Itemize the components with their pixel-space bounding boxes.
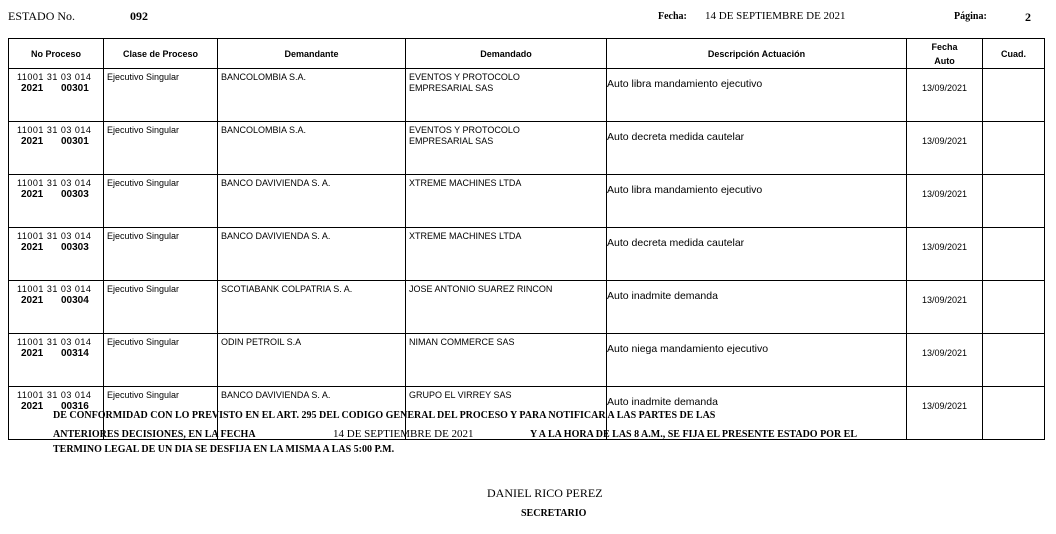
cell-clase: Ejecutivo Singular	[104, 334, 218, 387]
proceso-year: 2021	[21, 295, 44, 306]
cell-cuad	[983, 387, 1045, 440]
estado-table	[8, 38, 1045, 440]
notice-line-3: TERMINO LEGAL DE UN DIA SE DESFIJA EN LA MISMA A LAS 5:00 P.M.	[53, 444, 395, 455]
col-fecha-auto	[907, 39, 983, 69]
cell-fecha-auto: 13/09/2021	[907, 175, 983, 228]
cell-fecha-auto: 13/09/2021	[907, 387, 983, 440]
col-fecha-auto-line2: Auto	[934, 55, 955, 66]
demandado-line-2: EMPRESARIAL SAS	[409, 83, 494, 93]
col-demandado: Demandado	[406, 39, 607, 69]
proceso-code: 11001 31 03 014	[17, 125, 92, 135]
table-row	[9, 175, 1045, 228]
cell-demandante: BANCOLOMBIA S.A.	[218, 69, 406, 122]
notice-line-2a: ANTERIORES DECISIONES, EN LA FECHA	[53, 429, 256, 440]
cell-no-proceso	[9, 228, 104, 281]
cell-fecha-auto: 13/09/2021	[907, 334, 983, 387]
demandado-line-1: XTREME MACHINES LTDA	[409, 178, 522, 188]
cell-cuad	[983, 175, 1045, 228]
cell-demandante: BANCO DAVIVIENDA S. A.	[218, 387, 406, 440]
table-row	[9, 122, 1045, 175]
demandado-line-1: XTREME MACHINES LTDA	[409, 231, 522, 241]
demandado-line-1: GRUPO EL VIRREY SAS	[409, 390, 512, 400]
estado-number: 092	[130, 9, 148, 23]
cell-demandado	[406, 122, 607, 175]
demandado-line-1: EVENTOS Y PROTOCOLO	[409, 125, 520, 135]
cell-no-proceso	[9, 175, 104, 228]
proceso-number: 00301	[61, 136, 89, 147]
fecha-value: 14 DE SEPTIEMBRE DE 2021	[705, 10, 846, 22]
col-cuad: Cuad.	[983, 39, 1045, 69]
cell-descripcion: Auto inadmite demanda	[607, 281, 907, 334]
proceso-number: 00303	[61, 189, 89, 200]
proceso-code: 11001 31 03 014	[17, 178, 92, 188]
cell-clase: Ejecutivo Singular	[104, 69, 218, 122]
cell-cuad	[983, 334, 1045, 387]
cell-demandado	[406, 281, 607, 334]
cell-cuad	[983, 69, 1045, 122]
cell-fecha-auto: 13/09/2021	[907, 281, 983, 334]
proceso-code: 11001 31 03 014	[17, 390, 92, 400]
proceso-code: 11001 31 03 014	[17, 284, 92, 294]
proceso-year: 2021	[21, 83, 44, 94]
cell-fecha-auto: 13/09/2021	[907, 69, 983, 122]
proceso-year: 2021	[21, 242, 44, 253]
pagina-value: 2	[1025, 10, 1031, 24]
proceso-year: 2021	[21, 189, 44, 200]
proceso-code: 11001 31 03 014	[17, 231, 92, 241]
proceso-number: 00304	[61, 295, 89, 306]
signer-name: DANIEL RICO PEREZ	[487, 486, 603, 500]
proceso-number: 00316	[61, 401, 89, 412]
cell-fecha-auto: 13/09/2021	[907, 122, 983, 175]
cell-demandante: ODIN PETROIL S.A	[218, 334, 406, 387]
col-clase-proceso: Clase de Proceso	[104, 39, 218, 69]
table-row	[9, 281, 1045, 334]
proceso-year: 2021	[21, 401, 44, 412]
cell-demandante: BANCO DAVIVIENDA S. A.	[218, 175, 406, 228]
cell-cuad	[983, 281, 1045, 334]
notice-line-1: DE CONFORMIDAD CON LO PREVISTO EN EL ART. 295 DEL CODIGO GENERAL DEL PROCESO Y PARA NOTIFICAR A LAS PARTES DE LAS	[53, 410, 716, 421]
signer-title: SECRETARIO	[521, 508, 587, 519]
cell-demandante: BANCOLOMBIA S.A.	[218, 122, 406, 175]
proceso-number: 00314	[61, 348, 89, 359]
proceso-number: 00303	[61, 242, 89, 253]
cell-clase: Ejecutivo Singular	[104, 122, 218, 175]
cell-descripcion: Auto libra mandamiento ejecutivo	[607, 69, 907, 122]
cell-descripcion: Auto decreta medida cautelar	[607, 122, 907, 175]
cell-descripcion: Auto inadmite demanda	[607, 387, 907, 440]
cell-fecha-auto: 13/09/2021	[907, 228, 983, 281]
table-header-row	[9, 39, 1045, 69]
col-descripcion: Descripción Actuación	[607, 39, 907, 69]
cell-demandado	[406, 334, 607, 387]
proceso-code: 11001 31 03 014	[17, 337, 92, 347]
table-row	[9, 228, 1045, 281]
cell-clase: Ejecutivo Singular	[104, 281, 218, 334]
cell-descripcion: Auto niega mandamiento ejecutivo	[607, 334, 907, 387]
table-row	[9, 334, 1045, 387]
demandado-line-1: JOSE ANTONIO SUAREZ RINCON	[409, 284, 553, 294]
col-no-proceso: No Proceso	[9, 39, 104, 69]
cell-clase: Ejecutivo Singular	[104, 175, 218, 228]
notice-line-2c: Y A LA HORA DE LAS 8 A.M., SE FIJA EL PRESENTE ESTADO POR EL	[530, 429, 858, 440]
cell-demandante: BANCO DAVIVIENDA S. A.	[218, 228, 406, 281]
proceso-year: 2021	[21, 348, 44, 359]
cell-demandado	[406, 175, 607, 228]
notice-date: 14 DE SEPTIEMBRE DE 2021	[333, 428, 474, 440]
cell-demandado	[406, 69, 607, 122]
proceso-code: 11001 31 03 014	[17, 72, 92, 82]
cell-clase: Ejecutivo Singular	[104, 387, 218, 440]
cell-cuad	[983, 122, 1045, 175]
col-fecha-auto-line1: Fecha	[931, 41, 958, 52]
demandado-line-1: EVENTOS Y PROTOCOLO	[409, 72, 520, 82]
proceso-number: 00301	[61, 83, 89, 94]
pagina-label: Página:	[954, 11, 987, 22]
cell-cuad	[983, 228, 1045, 281]
cell-demandante: SCOTIABANK COLPATRIA S. A.	[218, 281, 406, 334]
cell-demandado	[406, 228, 607, 281]
cell-no-proceso	[9, 122, 104, 175]
demandado-line-2: EMPRESARIAL SAS	[409, 136, 494, 146]
cell-descripcion: Auto decreta medida cautelar	[607, 228, 907, 281]
estado-label: ESTADO No.	[8, 9, 76, 23]
cell-no-proceso	[9, 281, 104, 334]
table-row	[9, 69, 1045, 122]
cell-no-proceso	[9, 334, 104, 387]
cell-clase: Ejecutivo Singular	[104, 228, 218, 281]
demandado-line-1: NIMAN COMMERCE SAS	[409, 337, 515, 347]
fecha-label: Fecha:	[658, 11, 687, 22]
cell-descripcion: Auto libra mandamiento ejecutivo	[607, 175, 907, 228]
cell-no-proceso	[9, 69, 104, 122]
col-demandante: Demandante	[218, 39, 406, 69]
proceso-year: 2021	[21, 136, 44, 147]
